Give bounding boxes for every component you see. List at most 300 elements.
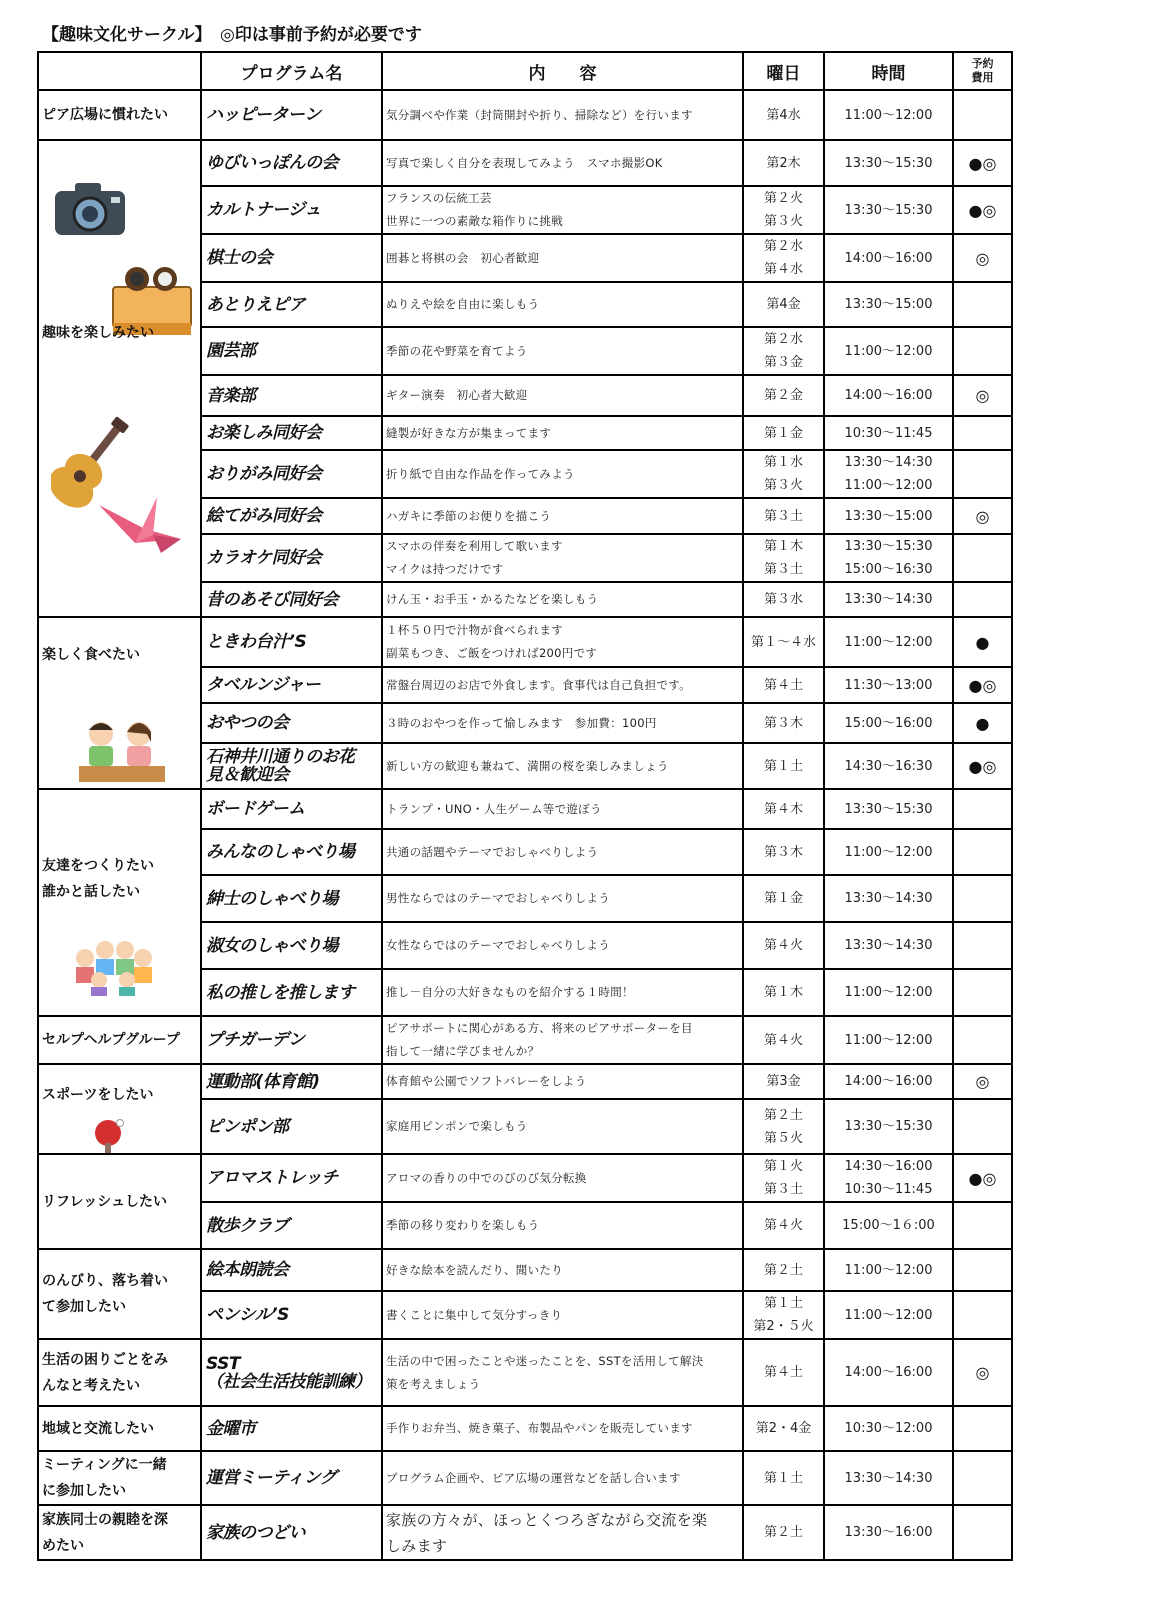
program-fee xyxy=(953,1099,1012,1154)
time-line: 11:00～12:00 xyxy=(844,478,933,493)
day-line: 第３木 xyxy=(763,844,803,860)
program-time xyxy=(824,1291,953,1339)
program-content xyxy=(382,186,743,234)
day-line: 第４土 xyxy=(763,677,803,693)
program-name xyxy=(201,327,382,375)
content-line: 家族の方々が、ほっとくつろぎながら交流を楽 xyxy=(386,1510,708,1529)
content-line: 策を考えましょう xyxy=(386,1376,481,1391)
program-row xyxy=(38,90,1012,140)
program-day xyxy=(743,875,824,922)
program-name xyxy=(201,90,382,140)
group-chat-icon xyxy=(71,936,157,1005)
category-cell xyxy=(38,1406,201,1451)
program-name xyxy=(201,1016,382,1064)
program-day xyxy=(743,327,824,375)
program-name-text: おやつの会 xyxy=(206,713,289,733)
program-name xyxy=(201,743,382,789)
category-cell xyxy=(38,789,201,1016)
day-line: 第３土 xyxy=(763,508,803,524)
program-day xyxy=(743,1406,824,1451)
day-line: 第２水 xyxy=(763,332,803,347)
day-line: 第３火 xyxy=(763,478,803,493)
program-row xyxy=(38,1451,1012,1505)
program-day xyxy=(743,282,824,327)
day-line: 第3金 xyxy=(766,1074,801,1089)
program-day xyxy=(743,186,824,234)
category-label: 趣味を楽しみたい xyxy=(42,324,154,341)
program-name xyxy=(201,875,382,922)
content-line: 囲碁と将棋の会 初心者歓迎 xyxy=(386,250,540,265)
program-name xyxy=(201,375,382,416)
content-line: 折り紙で自由な作品を作ってみよう xyxy=(386,466,575,481)
category-label: 友達をつくりたい xyxy=(42,857,154,874)
program-row xyxy=(38,140,1012,186)
time-line: 11:00～12:00 xyxy=(844,844,933,860)
program-name-text: タベルンジャー xyxy=(206,675,321,695)
program-name xyxy=(201,667,382,703)
program-content xyxy=(382,875,743,922)
category-label: ミーティングに一緒 xyxy=(42,1457,167,1473)
time-line: 13:30～15:30 xyxy=(844,202,933,218)
header-day: 曜日 xyxy=(743,52,824,90)
time-line: 10:30～11:45 xyxy=(844,1182,933,1197)
day-line: 第１木 xyxy=(763,985,803,1000)
program-content xyxy=(382,1202,743,1249)
program-fee xyxy=(953,789,1012,829)
program-day xyxy=(743,1249,824,1291)
program-name-text: ペンシル’S xyxy=(206,1305,289,1325)
program-name-text: 昔のあそび同好会 xyxy=(206,589,338,610)
program-name-text: ボードゲーム xyxy=(206,799,305,819)
program-time xyxy=(824,416,953,450)
category-cell xyxy=(38,1016,201,1064)
time-line: 10:30～12:00 xyxy=(844,1421,933,1436)
program-content xyxy=(382,1339,743,1406)
program-time xyxy=(824,703,953,743)
time-line: 13:30～15:00 xyxy=(844,508,933,524)
program-name-line: 石神井川通りのお花 xyxy=(206,747,355,767)
program-time xyxy=(824,743,953,789)
program-time xyxy=(824,140,953,186)
program-time xyxy=(824,1064,953,1099)
program-time xyxy=(824,922,953,969)
program-time xyxy=(824,234,953,282)
content-line: プログラム企画や、ピア広場の運営などを話し合います xyxy=(386,1470,681,1485)
program-content xyxy=(382,1505,743,1560)
program-day xyxy=(743,1099,824,1154)
category-cell xyxy=(38,90,201,140)
day-line: 第４水 xyxy=(763,262,803,277)
program-content xyxy=(382,743,743,789)
program-fee xyxy=(953,1249,1012,1291)
program-time xyxy=(824,617,953,667)
program-content xyxy=(382,1291,743,1339)
program-content xyxy=(382,1154,743,1202)
program-name xyxy=(201,582,382,617)
program-day xyxy=(743,582,824,617)
category-label: 地域と交流したい xyxy=(42,1420,154,1437)
program-time xyxy=(824,450,953,498)
program-fee xyxy=(953,1202,1012,1249)
category-label: めたい xyxy=(42,1537,84,1554)
day-line: 第４火 xyxy=(763,1032,803,1048)
program-content xyxy=(382,829,743,875)
program-day xyxy=(743,1291,824,1339)
program-name xyxy=(201,534,382,582)
program-day xyxy=(743,534,824,582)
program-time xyxy=(824,1202,953,1249)
program-time xyxy=(824,1016,953,1064)
program-name-line: 見＆歓迎会 xyxy=(206,765,289,785)
program-name-text: ときわ台汁’S xyxy=(206,632,307,652)
program-time xyxy=(824,582,953,617)
day-line: 第１土 xyxy=(763,1296,803,1311)
program-row xyxy=(38,789,1012,829)
content-line: 縫製が好きな方が集まってます xyxy=(386,425,552,440)
header-fee-line: 費用 xyxy=(971,71,994,84)
category-cell xyxy=(38,1154,201,1249)
program-time xyxy=(824,1154,953,1202)
program-name xyxy=(201,617,382,667)
time-line: 13:30～14:30 xyxy=(844,938,933,953)
program-time xyxy=(824,186,953,234)
program-row xyxy=(38,1339,1012,1406)
program-content xyxy=(382,416,743,450)
program-name-text: 運動部(体育館) xyxy=(206,1071,320,1092)
program-name-text: 絵本朗読会 xyxy=(206,1260,289,1280)
program-fee: ●◎ xyxy=(953,140,1012,186)
category-label: 楽しく食べたい xyxy=(42,647,140,663)
time-line: 13:30～14:30 xyxy=(844,592,933,607)
content-line: ３時のおやつを作って愉しみます 参加費：100円 xyxy=(386,715,657,730)
program-name-line: （社会生活技能訓練） xyxy=(206,1371,371,1392)
program-day xyxy=(743,140,824,186)
header-fee xyxy=(953,52,1012,90)
program-content xyxy=(382,1451,743,1505)
content-line: 好きな絵本を読んだり、聞いたり xyxy=(386,1262,563,1277)
time-line: 11:00～12:00 xyxy=(844,985,933,1000)
program-name-text: 運営ミーティング xyxy=(206,1468,337,1488)
category-label: ピア広場に慣れたい xyxy=(42,107,168,123)
time-line: 11:30～13:00 xyxy=(844,677,933,693)
program-day xyxy=(743,1154,824,1202)
time-line: 11:00～12:00 xyxy=(844,107,933,123)
time-line: 13:30～14:30 xyxy=(844,455,933,470)
content-line: 指して一緒に学びませんか？ xyxy=(386,1044,540,1058)
time-line: 14:00～16:00 xyxy=(844,250,933,266)
program-name-text: 金曜市 xyxy=(206,1418,256,1439)
camera-icon xyxy=(53,179,127,248)
program-name xyxy=(201,1291,382,1339)
time-line: 13:30～15:30 xyxy=(844,1119,933,1134)
program-fee xyxy=(953,534,1012,582)
day-line: 第２土 xyxy=(763,1525,803,1540)
program-day xyxy=(743,450,824,498)
day-line: 第２火 xyxy=(763,191,803,206)
program-name-text: 私の推しを推します xyxy=(206,982,355,1003)
program-fee: ●◎ xyxy=(953,1154,1012,1202)
content-line: 常盤台周辺のお店で外食します。食事代は自己負担です。 xyxy=(386,677,691,692)
day-line: 第2木 xyxy=(766,155,801,171)
program-content xyxy=(382,789,743,829)
program-name-text: 音楽部 xyxy=(206,385,256,406)
program-content xyxy=(382,1249,743,1291)
program-day xyxy=(743,90,824,140)
program-name-text: 淑女のしゃべり場 xyxy=(206,935,338,956)
category-cell xyxy=(38,1451,201,1505)
program-content xyxy=(382,450,743,498)
time-line: 11:00～12:00 xyxy=(844,1262,933,1278)
program-day xyxy=(743,922,824,969)
time-line: 13:30～15:30 xyxy=(844,539,933,554)
program-day xyxy=(743,617,824,667)
program-time xyxy=(824,829,953,875)
content-line: けん玉・お手玉・かるたなどを楽しもう xyxy=(386,592,599,606)
program-day xyxy=(743,1339,824,1406)
program-name-text: みんなのしゃべり場 xyxy=(206,842,355,862)
program-name xyxy=(201,1064,382,1099)
program-day xyxy=(743,743,824,789)
header-category xyxy=(38,52,201,90)
day-line: 第２金 xyxy=(763,388,803,403)
program-name xyxy=(201,1451,382,1505)
program-time xyxy=(824,534,953,582)
category-cell xyxy=(38,617,201,789)
content-line: 副菜もつき、ご飯をつければ200円です xyxy=(386,646,598,660)
program-name xyxy=(201,1406,382,1451)
page-heading: 【趣味文化サークル】 ◎印は事前予約が必要です xyxy=(42,25,422,45)
program-fee: ● xyxy=(953,617,1012,667)
content-line: フランスの伝統工芸 xyxy=(386,191,492,205)
day-line: 第４火 xyxy=(763,1218,803,1233)
program-name-text: アロマストレッチ xyxy=(206,1168,338,1188)
program-name-line: SST xyxy=(206,1353,240,1374)
content-line: 書くことに集中して気分すっきり xyxy=(386,1307,563,1322)
day-line: 第４木 xyxy=(763,801,803,817)
content-line: 季節の花や野菜を育てよう xyxy=(386,343,528,358)
time-line: 14:00～16:00 xyxy=(844,1365,933,1380)
content-line: １杯５０円で汁物が食べられます xyxy=(386,623,563,637)
program-name-text: 散歩クラブ xyxy=(206,1215,289,1236)
program-name xyxy=(201,186,382,234)
program-time xyxy=(824,875,953,922)
program-content xyxy=(382,1099,743,1154)
program-row xyxy=(38,1505,1012,1560)
header-row xyxy=(38,52,1012,90)
program-content xyxy=(382,375,743,416)
day-line: 第３水 xyxy=(763,592,803,607)
content-line: スマホの伴奏を利用して歌います xyxy=(386,539,563,553)
program-day xyxy=(743,498,824,534)
program-time xyxy=(824,1339,953,1406)
program-name-text: カルトナージュ xyxy=(206,200,321,220)
content-line: しみます xyxy=(386,1536,448,1555)
program-name-text: おりがみ同好会 xyxy=(206,464,322,484)
time-line: 13:30～15:00 xyxy=(844,297,933,312)
program-row xyxy=(38,1249,1012,1291)
content-line: 手作りお弁当、焼き菓子、布製品やパンを販売しています xyxy=(386,1421,693,1435)
header-program-name: プログラム名 xyxy=(201,52,382,90)
program-name-text: ピンポン部 xyxy=(206,1116,289,1137)
program-row xyxy=(38,617,1012,667)
time-line: 14:00～16:00 xyxy=(844,1074,933,1089)
day-line: 第４土 xyxy=(763,1365,803,1380)
program-name xyxy=(201,1202,382,1249)
time-line: 14:30～16:00 xyxy=(844,1159,933,1174)
day-line: 第５火 xyxy=(763,1130,803,1146)
content-line: 推し－自分の大好きなものを紹介する１時間！ xyxy=(386,985,634,999)
content-line: マイクは持つだけです xyxy=(386,562,504,576)
program-fee xyxy=(953,282,1012,327)
program-name xyxy=(201,922,382,969)
program-name xyxy=(201,282,382,327)
time-line: 10:30～11:45 xyxy=(844,425,933,441)
program-day xyxy=(743,703,824,743)
category-label: スポーツをしたい xyxy=(42,1087,154,1103)
program-name-text: お楽しみ同好会 xyxy=(206,423,322,443)
day-line: 第３木 xyxy=(763,715,803,731)
program-fee xyxy=(953,416,1012,450)
program-row xyxy=(38,1016,1012,1064)
program-content xyxy=(382,140,743,186)
program-content xyxy=(382,617,743,667)
program-content xyxy=(382,1016,743,1064)
program-fee: ◎ xyxy=(953,498,1012,534)
day-line: 第１金 xyxy=(763,891,803,906)
header-time: 時間 xyxy=(824,52,953,90)
time-line: 13:30～15:30 xyxy=(844,801,933,817)
program-content xyxy=(382,969,743,1016)
program-name xyxy=(201,1099,382,1154)
program-name xyxy=(201,450,382,498)
program-name-text: プチガーデン xyxy=(206,1030,305,1050)
program-fee xyxy=(953,1451,1012,1505)
day-line: 第２土 xyxy=(763,1262,803,1278)
program-day xyxy=(743,1064,824,1099)
program-time xyxy=(824,327,953,375)
program-fee xyxy=(953,969,1012,1016)
program-day xyxy=(743,1451,824,1505)
program-fee: ◎ xyxy=(953,1064,1012,1099)
category-label: て参加したい xyxy=(42,1299,126,1315)
program-name xyxy=(201,969,382,1016)
program-name xyxy=(201,789,382,829)
day-line: 第2・4金 xyxy=(755,1421,812,1436)
program-fee xyxy=(953,90,1012,140)
program-time xyxy=(824,1249,953,1291)
day-line: 第２土 xyxy=(763,1107,803,1123)
content-line: 男性ならではのテーマでおしゃべりしよう xyxy=(386,891,611,905)
program-name-text: 棋士の会 xyxy=(206,248,272,268)
program-name-text: 園芸部 xyxy=(206,341,256,361)
content-line: 体育館や公園でソフトバレーをしよう xyxy=(386,1074,587,1088)
category-cell xyxy=(38,140,201,617)
category-cell xyxy=(38,1064,201,1154)
program-fee: ●◎ xyxy=(953,667,1012,703)
program-name-text: 紳士のしゃべり場 xyxy=(206,888,338,909)
program-name xyxy=(201,1154,382,1202)
program-day xyxy=(743,789,824,829)
program-content xyxy=(382,667,743,703)
content-line: ギター演奏 初心者大歓迎 xyxy=(386,388,528,402)
program-time xyxy=(824,969,953,1016)
program-content xyxy=(382,1406,743,1451)
time-line: 15:00～16:30 xyxy=(844,562,933,577)
day-line: 第１～４水 xyxy=(750,634,816,650)
category-label: 生活の困りごとをみ xyxy=(42,1351,168,1368)
program-fee xyxy=(953,922,1012,969)
category-cell xyxy=(38,1249,201,1339)
header-content: 内 容 xyxy=(382,52,743,90)
program-fee: ●◎ xyxy=(953,186,1012,234)
program-name xyxy=(201,1249,382,1291)
day-line: 第３土 xyxy=(763,562,803,577)
content-line: 季節の移り変わりを楽しもう xyxy=(386,1218,540,1232)
content-line: 女性ならではのテーマでおしゃべりしよう xyxy=(386,938,611,952)
program-content xyxy=(382,282,743,327)
program-time xyxy=(824,90,953,140)
time-line: 11:00～12:00 xyxy=(844,634,933,650)
program-time xyxy=(824,1406,953,1451)
category-cell xyxy=(38,1339,201,1406)
program-content xyxy=(382,582,743,617)
content-line: 世界に一つの素敵な箱作りに挑戦 xyxy=(386,214,563,228)
day-line: 第4水 xyxy=(766,107,801,123)
program-name xyxy=(201,703,382,743)
category-label: んなと考えたい xyxy=(42,1377,140,1394)
time-line: 13:30～15:30 xyxy=(844,155,933,171)
program-fee: ◎ xyxy=(953,234,1012,282)
program-fee xyxy=(953,1291,1012,1339)
content-line: トランプ・UNO・人生ゲーム等で遊ぼう xyxy=(386,801,602,816)
program-time xyxy=(824,498,953,534)
friends-eating-icon xyxy=(77,716,167,789)
program-row xyxy=(38,1406,1012,1451)
content-line: 写真で楽しく自分を表現してみよう スマホ撮影OK xyxy=(386,155,663,170)
program-fee: ● xyxy=(953,703,1012,743)
content-line: ピアサポートに関心がある方、将来のピアサポーターを目 xyxy=(386,1021,693,1035)
program-name xyxy=(201,1505,382,1560)
time-line: 14:00～16:00 xyxy=(844,388,933,403)
program-time xyxy=(824,1451,953,1505)
program-time xyxy=(824,1505,953,1560)
program-fee xyxy=(953,450,1012,498)
program-content xyxy=(382,534,743,582)
content-line: 気分調べや作業（封筒開封や折り、掃除など）を行います xyxy=(386,107,693,122)
program-name-text: ゆびいっぽんの会 xyxy=(206,153,338,173)
day-line: 第３金 xyxy=(763,355,803,370)
category-cell xyxy=(38,1505,201,1560)
time-line: 11:00～12:00 xyxy=(844,1032,933,1048)
day-line: 第2・５火 xyxy=(753,1319,814,1334)
program-name xyxy=(201,498,382,534)
program-content xyxy=(382,90,743,140)
program-day xyxy=(743,375,824,416)
program-fee: ◎ xyxy=(953,375,1012,416)
day-line: 第３土 xyxy=(763,1182,803,1197)
program-day xyxy=(743,1016,824,1064)
time-line: 13:30～14:30 xyxy=(844,1470,933,1486)
day-line: 第１土 xyxy=(763,758,803,774)
day-line: 第１火 xyxy=(763,1159,803,1174)
content-line: 生活の中で困ったことや迷ったことを、SSTを活用して解決 xyxy=(386,1353,704,1368)
program-content xyxy=(382,234,743,282)
content-line: アロマの香りの中でのびのび気分転換 xyxy=(386,1170,587,1185)
program-day xyxy=(743,829,824,875)
program-content xyxy=(382,922,743,969)
program-time xyxy=(824,375,953,416)
program-content xyxy=(382,1064,743,1099)
